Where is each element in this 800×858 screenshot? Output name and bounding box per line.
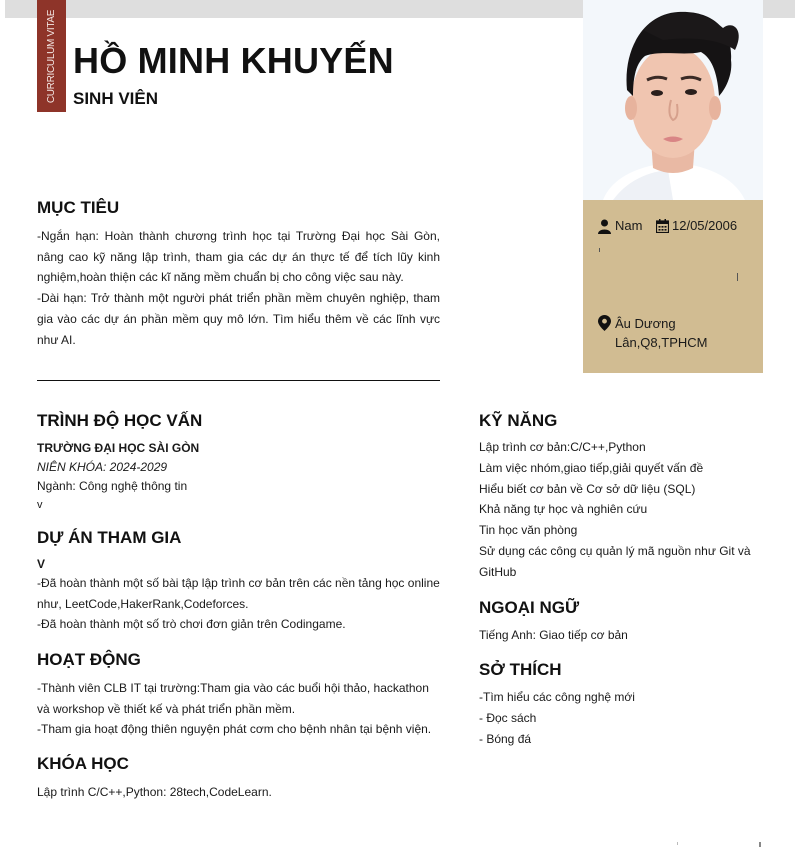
cv-ribbon (37, 0, 66, 112)
education-years: NIÊN KHÓA: 2024-2029 (37, 460, 168, 474)
address-row (598, 314, 707, 352)
objective-heading: MỤC TIÊU (37, 198, 120, 217)
birthdate-row (656, 218, 737, 233)
courses-heading: KHÓA HỌC (37, 754, 129, 773)
projects-list (37, 573, 440, 635)
calendar-icon (656, 219, 669, 233)
project-item: -Đã hoàn thành một số trò chơi đơn giản trên Codingame. (37, 617, 346, 632)
objective-long-term: -Dài hạn: Trở thành một người phát triển phần mềm chuyên nghiệp, tham gia vào các dự án phần mềm quy mô lớn. Tìm hiểu thêm về các lĩnh vực như AI. (37, 291, 440, 347)
section-divider (37, 380, 440, 381)
skill-item: Sử dụng các công cụ quản lý mã nguồn như Git và GitHub (479, 543, 751, 579)
skill-item: Hiểu biết cơ bản về Cơ sở dữ liệu (SQL) (479, 481, 696, 496)
address-line-1: Âu Dương (615, 316, 676, 331)
projects-subtitle: V (37, 557, 46, 571)
skill-item: Làm việc nhóm,giao tiếp,giải quyết vấn đề (479, 460, 704, 475)
skill-item: Tin học văn phòng (479, 523, 578, 538)
activity-item: -Tham gia hoạt động thiên nguyện phát cơm cho bệnh nhân tại bệnh viện. (37, 722, 432, 737)
skills-list (479, 437, 759, 583)
placeholder-mark (737, 273, 738, 281)
ribbon-label: CURRICULUM VITAE (46, 9, 58, 103)
activity-item: -Thành viên CLB IT tại trường:Tham gia vào các buổi hội thảo, hackathon và workshop về thiết kế và phát triển phần mềm. (37, 681, 429, 716)
placeholder-mark (599, 248, 600, 252)
gender-value: Nam (615, 218, 643, 233)
activities-list (37, 678, 443, 740)
hobby-item: -Tìm hiểu các công nghệ mới (479, 690, 635, 704)
education-school: TRƯỜNG ĐẠI HỌC SÀI GÒN (37, 441, 200, 455)
skill-item: Lập trình cơ bản:C/C++,Python (479, 440, 646, 454)
profile-photo (583, 0, 763, 200)
skill-item: Khả năng tự học và nghiên cứu (479, 502, 648, 517)
education-heading: TRÌNH ĐỘ HỌC VẤN (37, 411, 203, 430)
activities-heading: HOẠT ĐỘNG (37, 650, 141, 669)
location-pin-icon (598, 315, 611, 331)
candidate-role: SINH VIÊN (73, 89, 159, 108)
objective-text (37, 226, 440, 350)
address-line-2: Lân,Q8,TPHCM (615, 335, 708, 350)
personal-info-box (583, 200, 763, 373)
education-major: Ngành: Công nghệ thông tin (37, 479, 188, 493)
languages-heading: NGOẠI NGỮ (479, 598, 580, 617)
stray-mark (677, 842, 678, 845)
skills-heading: KỸ NĂNG (479, 411, 558, 430)
project-item: -Đã hoàn thành một số bài tập lập trình cơ bản trên các nền tảng học online như, LeetCode,HakerRank,Codeforces. (37, 576, 440, 611)
courses-text: Lập trình C/C++,Python: 28tech,CodeLearn. (37, 785, 272, 799)
hobbies-list (479, 687, 759, 749)
hobby-item: - Đọc sách (479, 710, 537, 725)
candidate-name: HỒ MINH KHUYẾN (73, 40, 394, 81)
stray-mark (759, 842, 761, 847)
projects-heading: DỰ ÁN THAM GIA (37, 528, 182, 547)
education-extra: v (37, 499, 43, 511)
portrait-illustration (583, 0, 763, 200)
languages-text: Tiếng Anh: Giao tiếp cơ bản (479, 628, 628, 642)
gender-row (598, 218, 642, 234)
hobbies-heading: SỞ THÍCH (479, 660, 562, 679)
objective-short-term: -Ngắn hạn: Hoàn thành chương trình học tại Trường Đại học Sài Gòn, nâng cao kỹ năng lập trình, tham gia các dự án thực tế để tích lũy kinh nghiệm,hoàn thiện các kĩ năng mềm chuẩn bị cho công việc sau này. (37, 229, 440, 285)
hobby-item: - Bóng đá (479, 731, 532, 746)
person-icon (598, 219, 611, 234)
birthdate-value: 12/05/2006 (672, 218, 738, 233)
